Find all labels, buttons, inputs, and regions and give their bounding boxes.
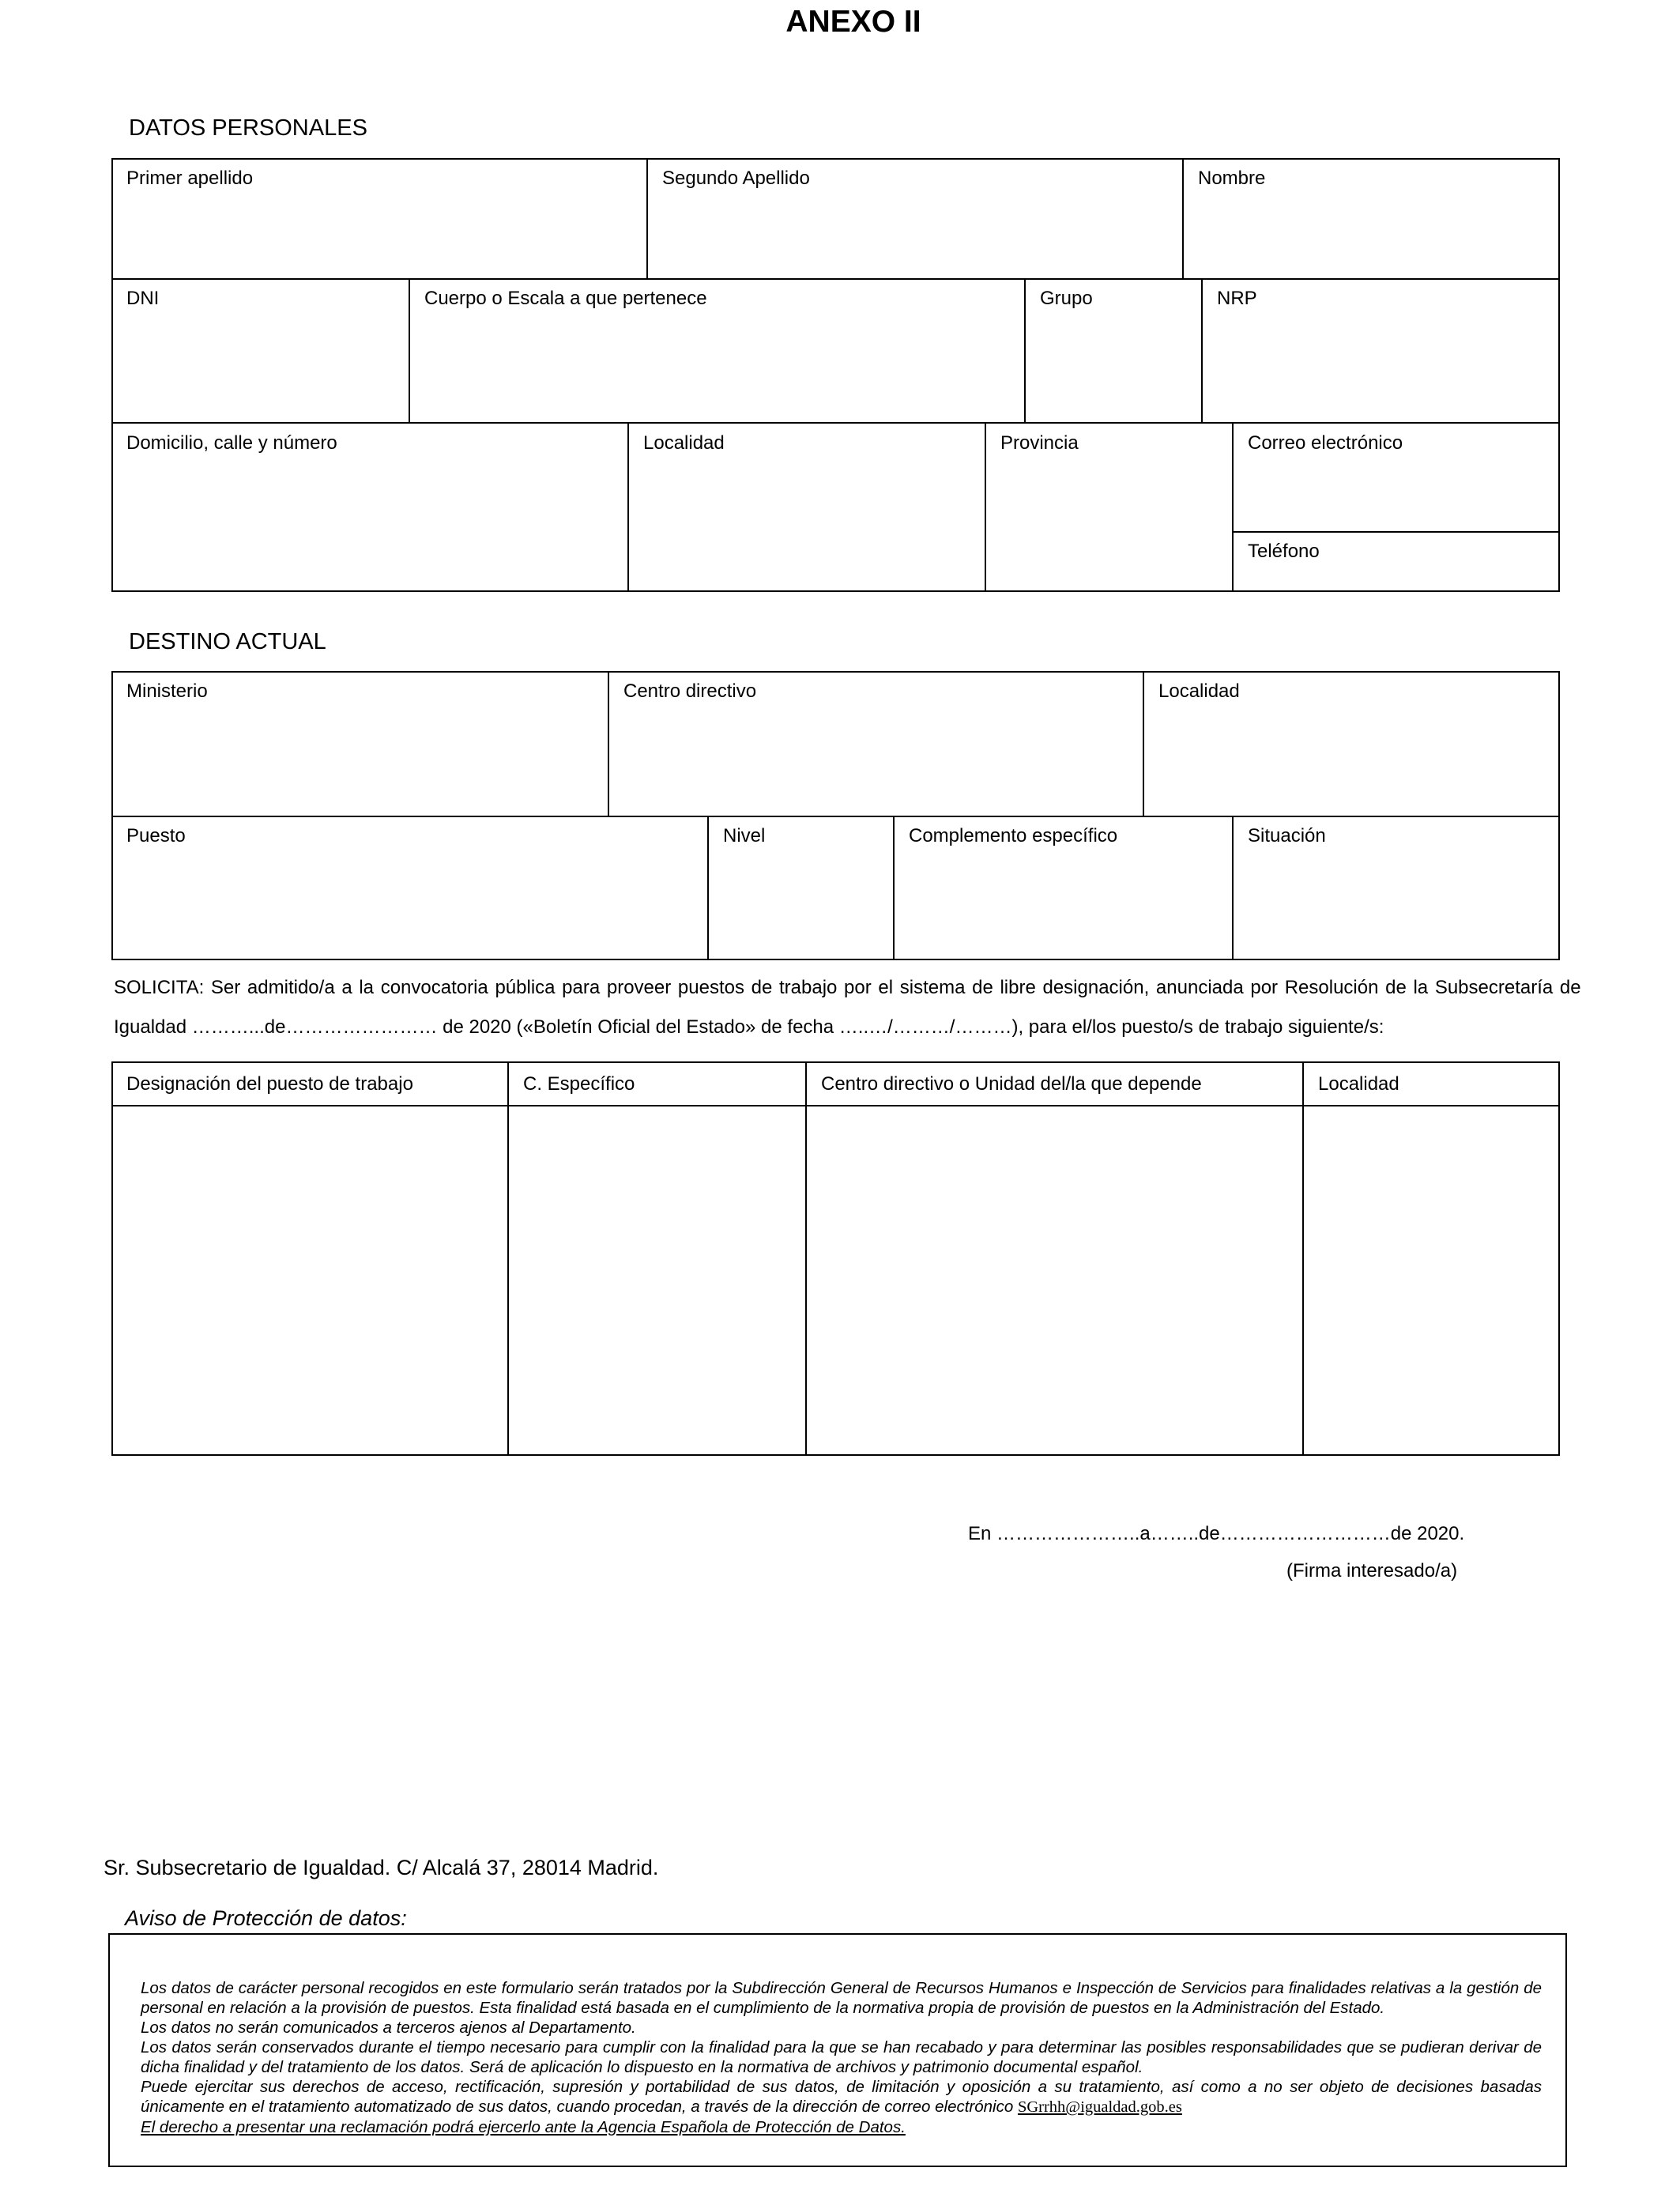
col-divider xyxy=(1302,1061,1304,1456)
segundo-apellido-field[interactable]: Segundo Apellido xyxy=(662,168,810,189)
aviso-p1: Los datos de carácter personal recogidos en este formulario serán tratados por la Subdirección General de Recursos Humanos e Inspección de Servicios para finalidades relativas a la gestión de personal en relación a la provisión de puestos. Esta finalidad está basada en el cumplimiento de la normativa propia de provisión de puestos en la Administración del Estado. xyxy=(141,1979,1542,2017)
datos-personales-heading: DATOS PERSONALES xyxy=(129,115,367,141)
row-divider xyxy=(111,278,1560,280)
aviso-p4 xyxy=(141,2077,1542,2117)
solicita-line-2: Igualdad ………...de…………………… de 2020 («Boletín Oficial del Estado» de fecha …..…/………/………), para el/los puesto/s de trabajo siguiente/s: xyxy=(114,1016,1384,1038)
correo-field[interactable]: Correo electrónico xyxy=(1248,432,1403,454)
datos-personales-form xyxy=(111,158,1560,592)
col-divider xyxy=(646,158,648,279)
table-header-localidad: Localidad xyxy=(1318,1073,1399,1095)
table-header-designacion: Designación del puesto de trabajo xyxy=(126,1073,413,1095)
col-divider xyxy=(507,1061,509,1456)
destino-actual-heading: DESTINO ACTUAL xyxy=(129,629,326,654)
solicita-line-1: SOLICITA: Ser admitido/a a la convocatoria pública para proveer puestos de trabajo por el sistema de libre designación, anunciada por Resolución de la Subsecretaría de xyxy=(114,977,1581,998)
nivel-field[interactable]: Nivel xyxy=(723,825,766,846)
primer-apellido-field[interactable]: Primer apellido xyxy=(126,168,254,189)
table-header-c-especifico: C. Específico xyxy=(523,1073,635,1095)
col-divider xyxy=(627,422,629,592)
aviso-text xyxy=(141,1978,1542,2137)
tick xyxy=(111,530,112,532)
col-divider xyxy=(608,671,609,816)
col-divider xyxy=(1201,278,1203,423)
col-divider xyxy=(1232,422,1234,592)
col-divider xyxy=(1143,671,1144,816)
col-divider xyxy=(805,1061,807,1456)
dni-field[interactable]: DNI xyxy=(126,288,160,309)
nrp-field[interactable]: NRP xyxy=(1217,288,1257,309)
col-divider xyxy=(985,422,986,592)
col-divider xyxy=(1024,278,1026,423)
col-divider xyxy=(1182,158,1184,279)
aviso-p5: El derecho a presentar una reclamación podrá ejercerlo ante la Agencia Española de Protección de Datos. xyxy=(141,2118,906,2136)
cuerpo-escala-field[interactable]: Cuerpo o Escala a que pertenece xyxy=(424,288,707,309)
input-c-especifico[interactable] xyxy=(510,1108,804,1453)
row-divider xyxy=(1232,531,1560,533)
aviso-heading: Aviso de Protección de datos: xyxy=(125,1906,407,1930)
complemento-field[interactable]: Complemento específico xyxy=(909,825,1118,846)
nombre-field[interactable]: Nombre xyxy=(1198,168,1266,189)
aviso-p3: Los datos serán conservados durante el tiempo necesario para cumplir con la finalidad para la que se han recabado y para determinar las posibles responsabilidades que se pudieran derivar de dicha finalidad y del tratamiento de los datos. Será de aplicación lo dispuesto en la normativa de archivos y patrimonio documental español. xyxy=(141,2038,1542,2076)
col-divider xyxy=(409,278,410,423)
telefono-field[interactable]: Teléfono xyxy=(1248,541,1320,562)
input-designacion-puesto[interactable] xyxy=(115,1108,506,1453)
col-divider xyxy=(893,816,895,960)
col-divider xyxy=(1232,816,1234,960)
lugar-fecha: En …………………..a……..de………………………de 2020. xyxy=(968,1523,1465,1544)
puesto-field[interactable]: Puesto xyxy=(126,825,186,846)
table-header-divider xyxy=(111,1105,1560,1106)
aviso-p2: Los datos no serán comunicados a terceros ajenos al Departamento. xyxy=(141,2019,636,2037)
ministerio-field[interactable]: Ministerio xyxy=(126,680,208,702)
page-title: ANEXO II xyxy=(785,5,921,39)
row-divider xyxy=(111,422,1560,424)
situacion-field[interactable]: Situación xyxy=(1248,825,1326,846)
destino-localidad-field[interactable]: Localidad xyxy=(1158,680,1240,702)
domicilio-field[interactable]: Domicilio, calle y número xyxy=(126,432,337,454)
grupo-field[interactable]: Grupo xyxy=(1040,288,1093,309)
aviso-email-link[interactable]: SGrrhh@igualdad.gob.es xyxy=(1017,2098,1182,2116)
centro-directivo-field[interactable]: Centro directivo xyxy=(623,680,757,702)
aviso-p4-text: Puede ejercitar sus derechos de acceso, rectificación, supresión y portabilidad de sus datos, de limitación y oposición a su tratamiento, así como a no ser objeto de decisiones basadas únicamente en el tratamiento automatizado de sus datos, cuando procedan, a través de la dirección de correo electrónico xyxy=(141,2078,1542,2116)
input-centro-directivo[interactable] xyxy=(808,1108,1301,1453)
provincia-field[interactable]: Provincia xyxy=(1000,432,1079,454)
destinatario: Sr. Subsecretario de Igualdad. C/ Alcalá 37, 28014 Madrid. xyxy=(104,1856,659,1879)
table-header-centro-directivo: Centro directivo o Unidad del/la que depende xyxy=(821,1073,1202,1095)
col-divider xyxy=(707,816,709,960)
input-localidad[interactable] xyxy=(1305,1108,1558,1453)
firma-label: (Firma interesado/a) xyxy=(1286,1560,1458,1581)
localidad-field[interactable]: Localidad xyxy=(643,432,725,454)
row-divider xyxy=(111,816,1560,817)
